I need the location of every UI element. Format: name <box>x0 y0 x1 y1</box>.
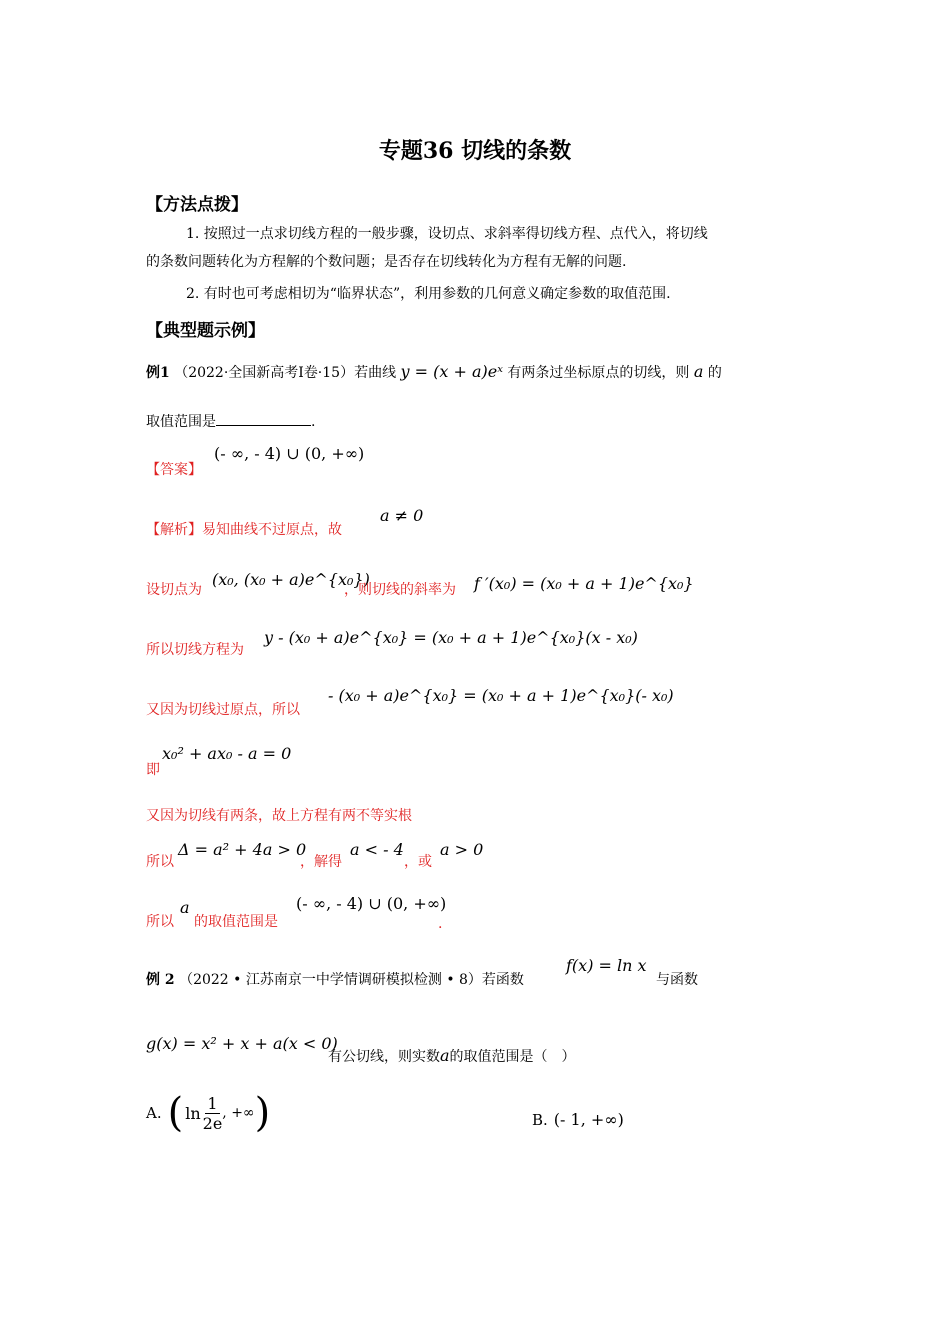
option-a-left-paren: ( <box>167 1090 184 1136</box>
analysis-tag: 【解析】 <box>146 522 202 538</box>
quadratic-equation: x₀² + ax₀ - a = 0 <box>162 744 292 763</box>
example-1-line-1 <box>146 360 722 385</box>
step-2-text: 所以切线方程为 <box>146 642 244 658</box>
solution-2: a > 0 <box>440 840 484 859</box>
function-g: g(x) = x² + x + a(x < 0) <box>146 1034 338 1053</box>
step-7-text: 所以 <box>146 914 174 930</box>
example-1-curve: y = (x + a)eˣ <box>400 362 503 381</box>
tangent-equation: y - (x₀ + a)e^{x₀} = (x₀ + a + 1)e^{x₀}(x - x₀) <box>264 628 638 647</box>
option-a-numerator: 1 <box>207 1093 218 1113</box>
option-a-right-paren: ) <box>254 1090 271 1136</box>
discriminant: Δ = a² + 4a > 0 <box>178 840 307 859</box>
example-2-source: （2022 • 江苏南京一中学情调研模拟检测 • 8）若函数 <box>179 972 524 988</box>
example-1-mid: 有两条过坐标原点的切线，则 <box>507 365 690 381</box>
step-6-text: 所以 <box>146 854 174 870</box>
step-5-text: 又因为切线有两条，故上方程有两不等实根 <box>146 808 412 824</box>
option-b-value: (- 1, +∞) <box>553 1110 624 1129</box>
origin-equation: - (x₀ + a)e^{x₀} = (x₀ + a + 1)e^{x₀}(- x₀) <box>328 686 674 705</box>
method-paragraph-2: 2. 有时也可考虑相切为“临界状态”，利用参数的几何意义确定参数的取值范围. <box>186 286 671 302</box>
page-title: 专题36 切线的条数 <box>378 138 572 164</box>
answer-value: (- ∞, - 4) ∪ (0, +∞) <box>214 444 365 463</box>
example-1-end: 的 <box>707 365 722 381</box>
analysis-line <box>146 518 342 542</box>
option-b[interactable] <box>532 1110 624 1129</box>
step-1-text: 设切点为 <box>146 582 202 598</box>
answer-blank <box>216 411 311 426</box>
method-header: 【方法点拨】 <box>146 195 248 215</box>
step-6-mid: ，解得 <box>300 854 342 870</box>
example-1-line-2 <box>146 410 315 434</box>
step-6-or: ，或 <box>404 854 432 870</box>
method-paragraph-1b: 的条数问题转化为方程解的个数问题；是否存在切线转化为方程有无解的问题. <box>146 254 627 270</box>
a-not-zero: a ≠ 0 <box>380 506 424 525</box>
example-1-period: . <box>311 414 316 430</box>
slope-expression: f ′(x₀) = (x₀ + a + 1)e^{x₀} <box>474 574 694 593</box>
option-b-label: B. <box>532 1110 548 1129</box>
example-2-line-2 <box>328 1044 576 1069</box>
example-2-label: 例 2 <box>146 972 175 988</box>
option-a-rest: , +∞ <box>222 1105 255 1121</box>
option-a-label: A. <box>146 1104 162 1122</box>
example-1-source: （2022·全国新高考Ⅰ卷·15）若曲线 <box>174 365 397 381</box>
analysis-text: 易知曲线不过原点，故 <box>202 522 342 538</box>
example-2-a: a <box>440 1046 450 1065</box>
examples-header: 【典型题示例】 <box>146 321 265 341</box>
answer-tag: 【答案】 <box>146 462 202 478</box>
final-range: (- ∞, - 4) ∪ (0, +∞) <box>296 894 447 913</box>
option-a[interactable] <box>146 1090 270 1136</box>
option-a-ln: ln <box>185 1103 201 1123</box>
solution-1: a < - 4 <box>350 840 404 859</box>
step-7-end: . <box>438 916 443 932</box>
example-2-tail: 有公切线，则实数 <box>328 1049 440 1065</box>
example-2-mid: 与函数 <box>656 972 698 988</box>
example-1-a: a <box>693 362 704 381</box>
method-paragraph-1a: 1. 按照过一点求切线方程的一般步骤，设切点、求斜率得切线方程、点代入，将切线 <box>186 226 708 242</box>
example-2-question: 的取值范围是（ ） <box>449 1049 576 1065</box>
function-f: f(x) = ln x <box>566 956 647 975</box>
option-a-fraction <box>203 1094 223 1133</box>
step-7-mid: 的取值范围是 <box>194 914 278 930</box>
step-1-mid: ，则切线的斜率为 <box>344 582 456 598</box>
step-4-text: 即 <box>146 762 160 778</box>
example-1-question: 取值范围是 <box>146 414 216 430</box>
example-2-line-1 <box>146 968 524 992</box>
step-7-a: a <box>180 898 190 917</box>
option-a-denominator: 2e <box>202 1113 223 1133</box>
step-3-text: 又因为切线过原点，所以 <box>146 702 300 718</box>
tangent-point: (x₀, (x₀ + a)e^{x₀}) <box>212 570 370 589</box>
example-1-label: 例1 <box>146 365 170 381</box>
